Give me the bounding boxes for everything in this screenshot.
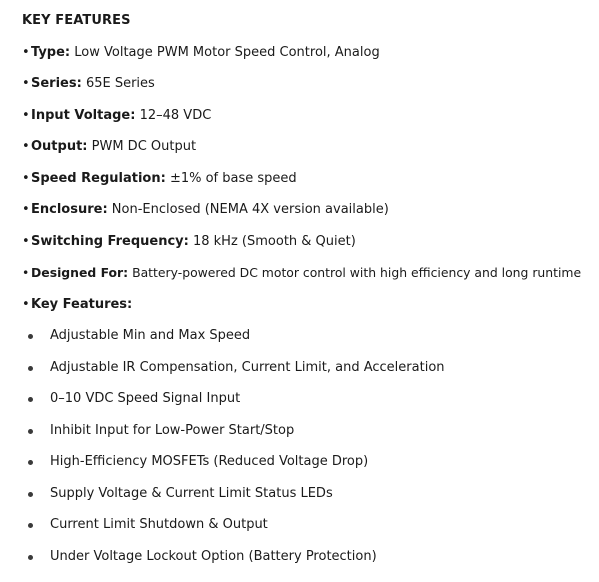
spec-label: Designed For: bbox=[31, 265, 129, 280]
spec-item-output bbox=[22, 139, 196, 155]
bullet: • bbox=[22, 108, 30, 123]
spec-item-input-voltage bbox=[22, 108, 211, 124]
spec-label: Series: bbox=[31, 76, 82, 91]
spec-value: 12–48 VDC bbox=[139, 108, 212, 123]
bullet-dot bbox=[28, 366, 33, 371]
spec-item-switching-frequency bbox=[22, 234, 356, 250]
feature-text: Under Voltage Lockout Option (Battery Protection) bbox=[50, 549, 377, 564]
bullet: • bbox=[22, 139, 30, 154]
spec-item-designed-for bbox=[22, 265, 581, 281]
feature-text: High-Efficiency MOSFETs (Reduced Voltage Drop) bbox=[50, 454, 369, 469]
spec-value: Battery-powered DC motor control with high efficiency and long runtime bbox=[132, 265, 582, 280]
spec-label: Speed Regulation: bbox=[31, 171, 166, 186]
spec-label: Input Voltage: bbox=[31, 108, 136, 123]
spec-label: Switching Frequency: bbox=[31, 234, 189, 249]
feature-text: Adjustable IR Compensation, Current Limit, and Acceleration bbox=[50, 360, 445, 375]
bullet: • bbox=[22, 234, 30, 249]
spec-label: Enclosure: bbox=[31, 202, 108, 217]
bullet: • bbox=[22, 45, 30, 60]
bullet-dot bbox=[28, 460, 33, 465]
key-features-label: Key Features: bbox=[31, 297, 133, 312]
spec-label: Type: bbox=[31, 45, 71, 60]
bullet: • bbox=[22, 202, 30, 217]
bullet-dot bbox=[28, 334, 33, 339]
spec-value: Non-Enclosed (NEMA 4X version available) bbox=[111, 202, 389, 217]
bullet-dot bbox=[28, 555, 33, 560]
spec-item-enclosure bbox=[22, 202, 389, 218]
bullet: • bbox=[22, 297, 30, 312]
spec-value: ±1% of base speed bbox=[169, 171, 297, 186]
bullet-dot bbox=[28, 492, 33, 497]
bullet-dot bbox=[28, 429, 33, 434]
spec-value: 18 kHz (Smooth & Quiet) bbox=[192, 234, 356, 249]
feature-text: Adjustable Min and Max Speed bbox=[50, 328, 251, 343]
spec-item-speed-regulation bbox=[22, 171, 297, 187]
feature-text: Inhibit Input for Low-Power Start/Stop bbox=[50, 423, 295, 438]
key-features-header bbox=[22, 297, 132, 313]
spec-value: Low Voltage PWM Motor Speed Control, Analog bbox=[74, 45, 380, 60]
feature-text: Current Limit Shutdown & Output bbox=[50, 517, 268, 532]
bullet-dot bbox=[28, 397, 33, 402]
spec-value: PWM DC Output bbox=[91, 139, 197, 154]
spec-value: 65E Series bbox=[85, 76, 155, 91]
bullet: • bbox=[22, 265, 30, 280]
bullet: • bbox=[22, 76, 30, 91]
spec-item-type bbox=[22, 45, 380, 61]
spec-item-series bbox=[22, 76, 155, 92]
feature-text: Supply Voltage & Current Limit Status LEDs bbox=[50, 486, 333, 501]
bullet: • bbox=[22, 171, 30, 186]
bullet-dot bbox=[28, 523, 33, 528]
spec-label: Output: bbox=[31, 139, 88, 154]
feature-text: 0–10 VDC Speed Signal Input bbox=[50, 391, 241, 406]
section-heading: KEY FEATURES bbox=[22, 13, 131, 28]
